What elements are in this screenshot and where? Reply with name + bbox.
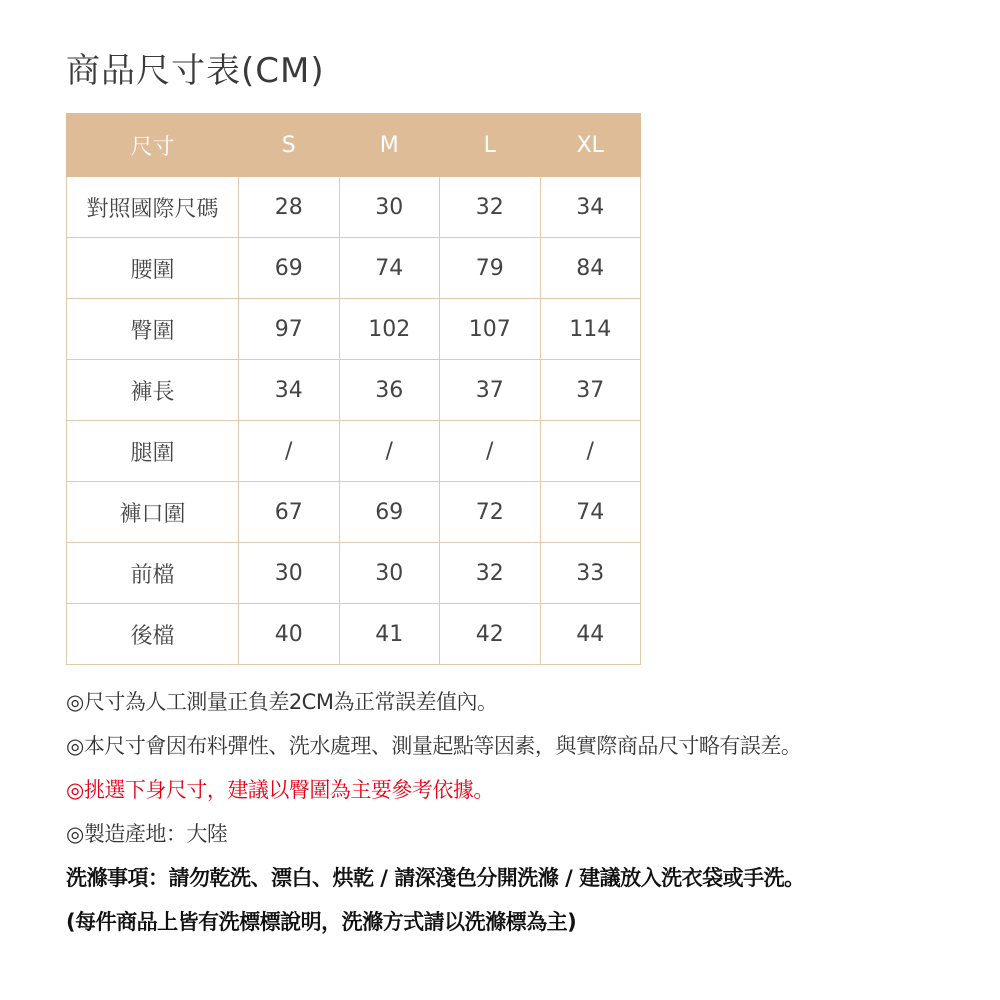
- table-cell: 37: [440, 360, 541, 421]
- table-cell: 41: [339, 604, 440, 665]
- table-cell: 30: [239, 543, 340, 604]
- table-cell: 28: [239, 177, 340, 238]
- table-cell: 44: [540, 604, 641, 665]
- table-cell: 32: [440, 543, 541, 604]
- note-origin: ◎製造產地：大陸: [66, 822, 228, 846]
- row-label: 臀圍: [67, 299, 239, 360]
- header-size-label: 尺寸: [67, 114, 239, 177]
- table-cell: 33: [540, 543, 641, 604]
- table-cell: 114: [540, 299, 641, 360]
- table-header-row: [67, 114, 641, 177]
- table-cell: 102: [339, 299, 440, 360]
- table-cell: 32: [440, 177, 541, 238]
- page-title: 商品尺寸表(CM): [66, 51, 325, 91]
- care-label-note: (每件商品上皆有洗標標說明，洗滌方式請以洗滌標為主): [66, 910, 577, 934]
- table-cell: 67: [239, 482, 340, 543]
- row-label: 後檔: [67, 604, 239, 665]
- table-cell: 34: [239, 360, 340, 421]
- row-label: 前檔: [67, 543, 239, 604]
- table-row: [67, 299, 641, 360]
- table-row: [67, 360, 641, 421]
- table-cell: 30: [339, 543, 440, 604]
- table-row: [67, 543, 641, 604]
- table-cell: 34: [540, 177, 641, 238]
- table-cell: 30: [339, 177, 440, 238]
- table-cell: 107: [440, 299, 541, 360]
- table-row: [67, 482, 641, 543]
- table-row: [67, 604, 641, 665]
- table-cell: 79: [440, 238, 541, 299]
- table-cell: 72: [440, 482, 541, 543]
- table-cell: 69: [239, 238, 340, 299]
- table-cell: 40: [239, 604, 340, 665]
- table-cell: 97: [239, 299, 340, 360]
- care-instructions: 洗滌事項：請勿乾洗、漂白、烘乾 / 請深淺色分開洗滌 / 建議放入洗衣袋或手洗。: [66, 866, 805, 890]
- note-fabric-variance: ◎本尺寸會因布料彈性、洗水處理、測量起點等因素，與實際商品尺寸略有誤差。: [66, 734, 802, 758]
- table-cell: 69: [339, 482, 440, 543]
- table-cell: 37: [540, 360, 641, 421]
- table-cell: 74: [540, 482, 641, 543]
- notes-section: [66, 680, 986, 944]
- table-row: [67, 177, 641, 238]
- row-label: 褲長: [67, 360, 239, 421]
- table-cell: /: [339, 421, 440, 482]
- row-label: 腿圍: [67, 421, 239, 482]
- row-label: 對照國際尺碼: [67, 177, 239, 238]
- header-size-xl: XL: [540, 114, 641, 177]
- size-chart-table: [66, 113, 641, 665]
- table-cell: 42: [440, 604, 541, 665]
- table-cell: 36: [339, 360, 440, 421]
- table-cell: 84: [540, 238, 641, 299]
- row-label: 腰圍: [67, 238, 239, 299]
- header-size-s: S: [239, 114, 340, 177]
- table-row: [67, 421, 641, 482]
- table-row: [67, 238, 641, 299]
- note-measurement-tolerance: ◎尺寸為人工測量正負差2CM為正常誤差值內。: [66, 690, 498, 714]
- header-size-l: L: [440, 114, 541, 177]
- note-size-selection-tip: ◎挑選下身尺寸，建議以臀圍為主要參考依據。: [66, 778, 494, 802]
- table-cell: /: [540, 421, 641, 482]
- table-cell: /: [239, 421, 340, 482]
- table-cell: 74: [339, 238, 440, 299]
- header-size-m: M: [339, 114, 440, 177]
- table-cell: /: [440, 421, 541, 482]
- row-label: 褲口圍: [67, 482, 239, 543]
